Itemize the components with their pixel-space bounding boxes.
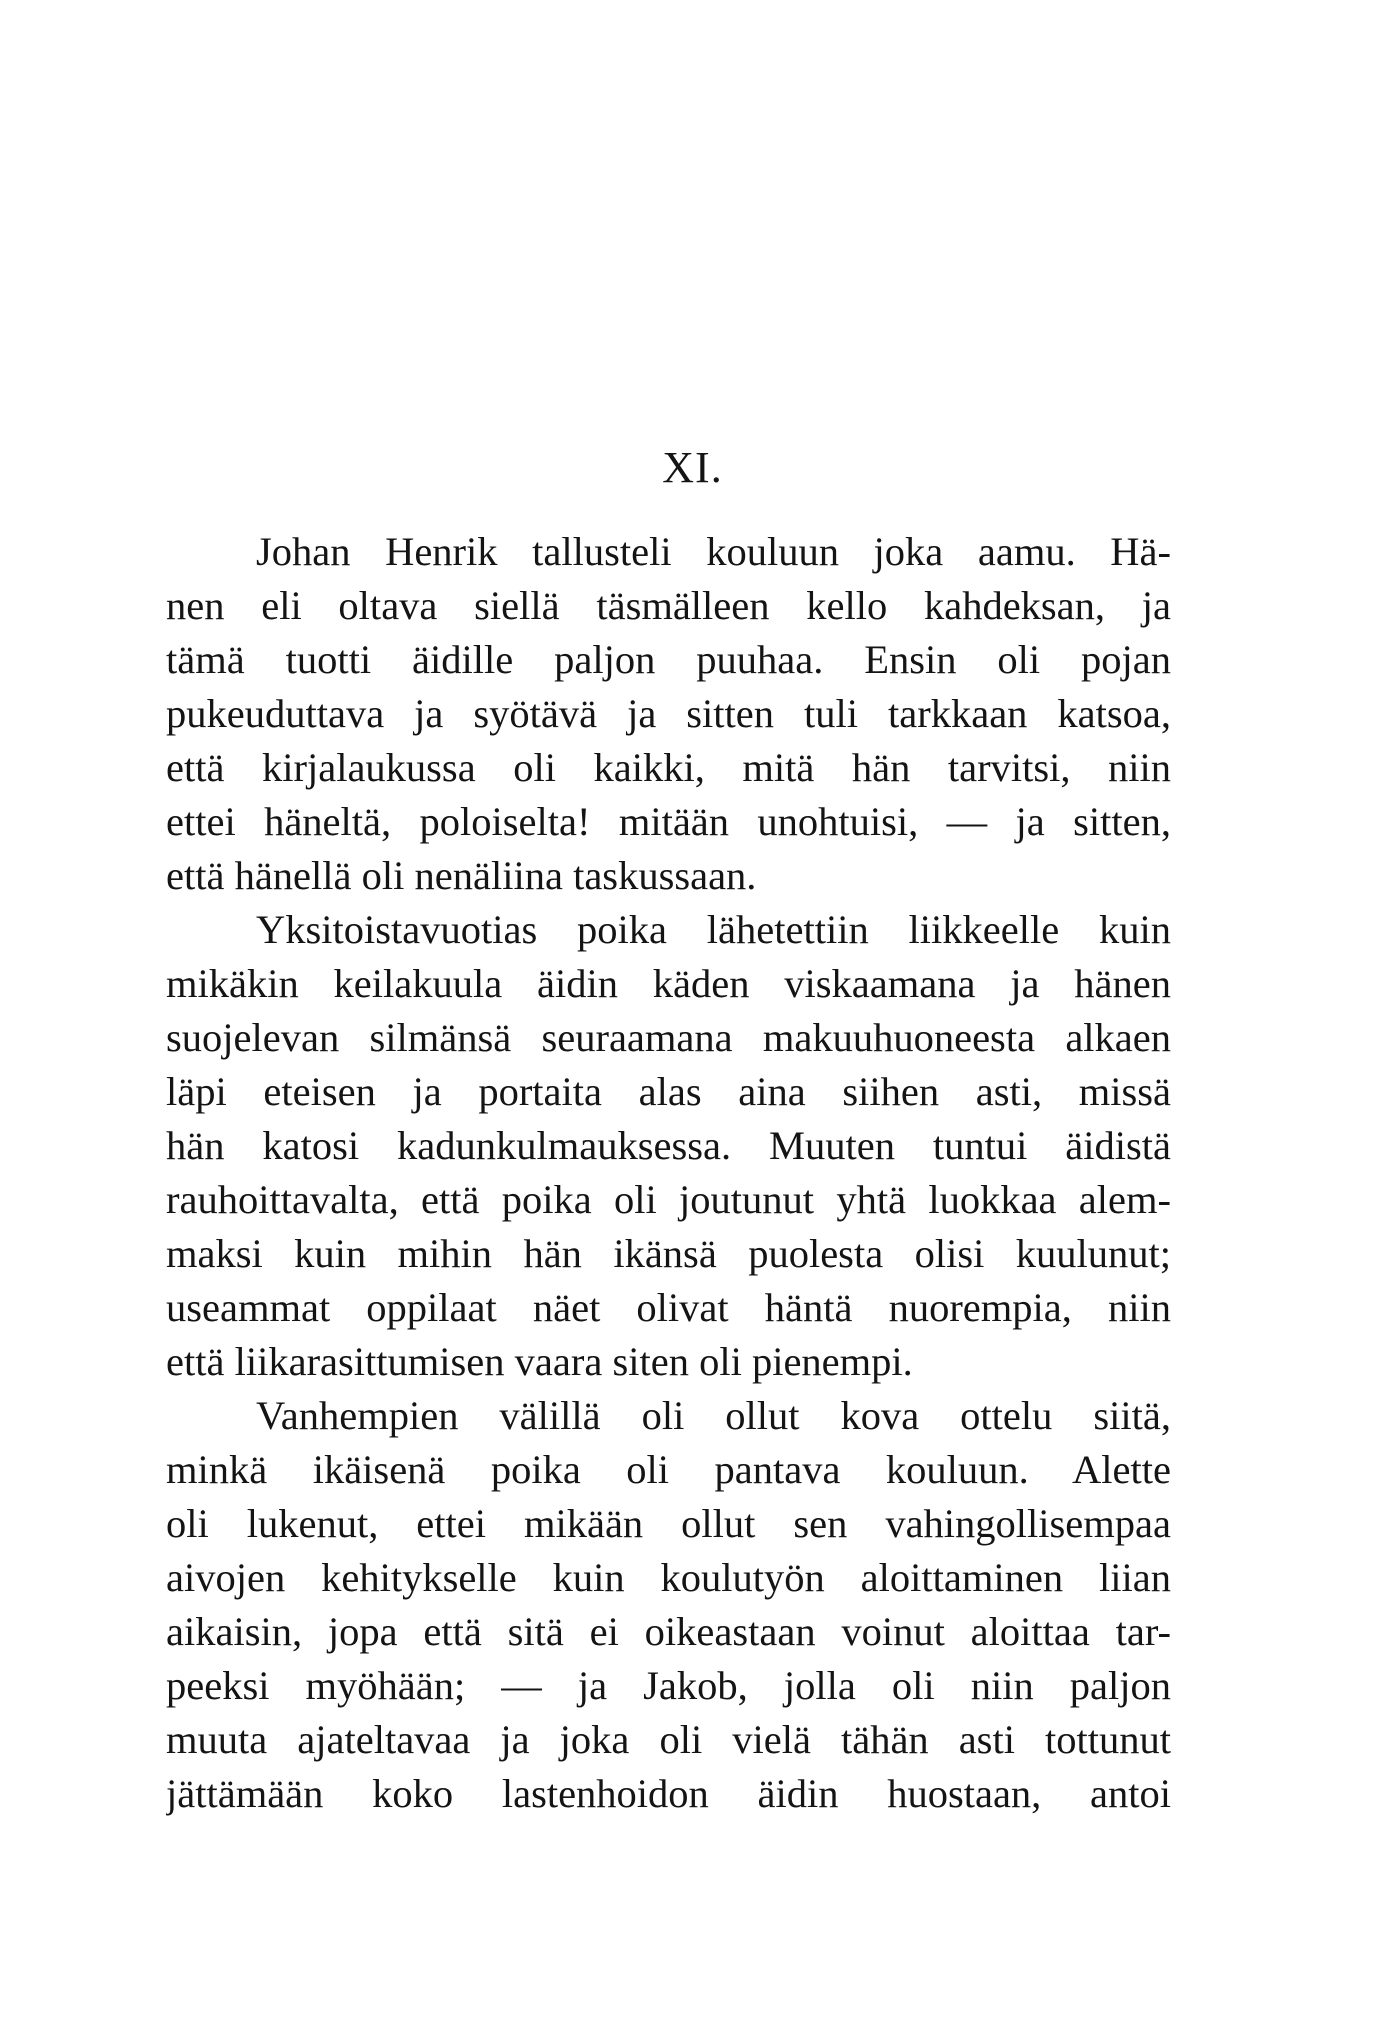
text-line: jättämään koko lastenhoidon äidin huostaan, antoi [166, 1771, 1171, 1816]
text-line: aivojen kehitykselle kuin koulutyön aloittaminen liian [166, 1555, 1171, 1600]
text-line: minkä ikäisenä poika oli pantava kouluun. Alette [166, 1447, 1171, 1492]
text-line: pukeuduttava ja syötävä ja sitten tuli tarkkaan katsoa, [166, 691, 1171, 736]
text-line: maksi kuin mihin hän ikänsä puolesta olisi kuulunut; [166, 1231, 1171, 1276]
chapter-heading: XI. [662, 443, 723, 492]
text-line: oli lukenut, ettei mikään ollut sen vahingollisempaa [166, 1501, 1171, 1546]
text-line: suojelevan silmänsä seuraamana makuuhuoneesta alkaen [166, 1015, 1171, 1060]
text-line: ettei häneltä, poloiselta! mitään unohtuisi, — ja sitten, [166, 799, 1171, 844]
text-line: mikäkin keilakuula äidin käden viskaamana ja hänen [166, 961, 1171, 1006]
text-line: Johan Henrik tallusteli kouluun joka aamu. Hä- [256, 529, 1171, 574]
text-line: tämä tuotti äidille paljon puuhaa. Ensin oli pojan [166, 637, 1171, 682]
text-line: nen eli oltava siellä täsmälleen kello kahdeksan, ja [166, 583, 1171, 628]
text-line: läpi eteisen ja portaita alas aina siihen asti, missä [166, 1069, 1171, 1114]
body-text [166, 525, 1171, 1821]
text-line: Vanhempien välillä oli ollut kova ottelu siitä, [256, 1393, 1171, 1438]
text-line: aikaisin, jopa että sitä ei oikeastaan voinut aloittaa tar- [166, 1609, 1171, 1654]
text-line: että kirjalaukussa oli kaikki, mitä hän tarvitsi, niin [166, 745, 1171, 790]
text-line: että liikarasittumisen vaara siten oli pienempi. [166, 1339, 913, 1384]
text-line: muuta ajateltavaa ja joka oli vielä tähän asti tottunut [166, 1717, 1171, 1762]
text-line: että hänellä oli nenäliina taskussaan. [166, 853, 757, 898]
text-line: Yksitoistavuotias poika lähetettiin liikkeelle kuin [256, 907, 1171, 952]
text-line: rauhoittavalta, että poika oli joutunut yhtä luokkaa alem- [166, 1177, 1171, 1222]
text-line: peeksi myöhään; — ja Jakob, jolla oli niin paljon [166, 1663, 1171, 1708]
text-line: useammat oppilaat näet olivat häntä nuorempia, niin [166, 1285, 1171, 1330]
text-line: hän katosi kadunkulmauksessa. Muuten tuntui äidistä [166, 1123, 1171, 1168]
